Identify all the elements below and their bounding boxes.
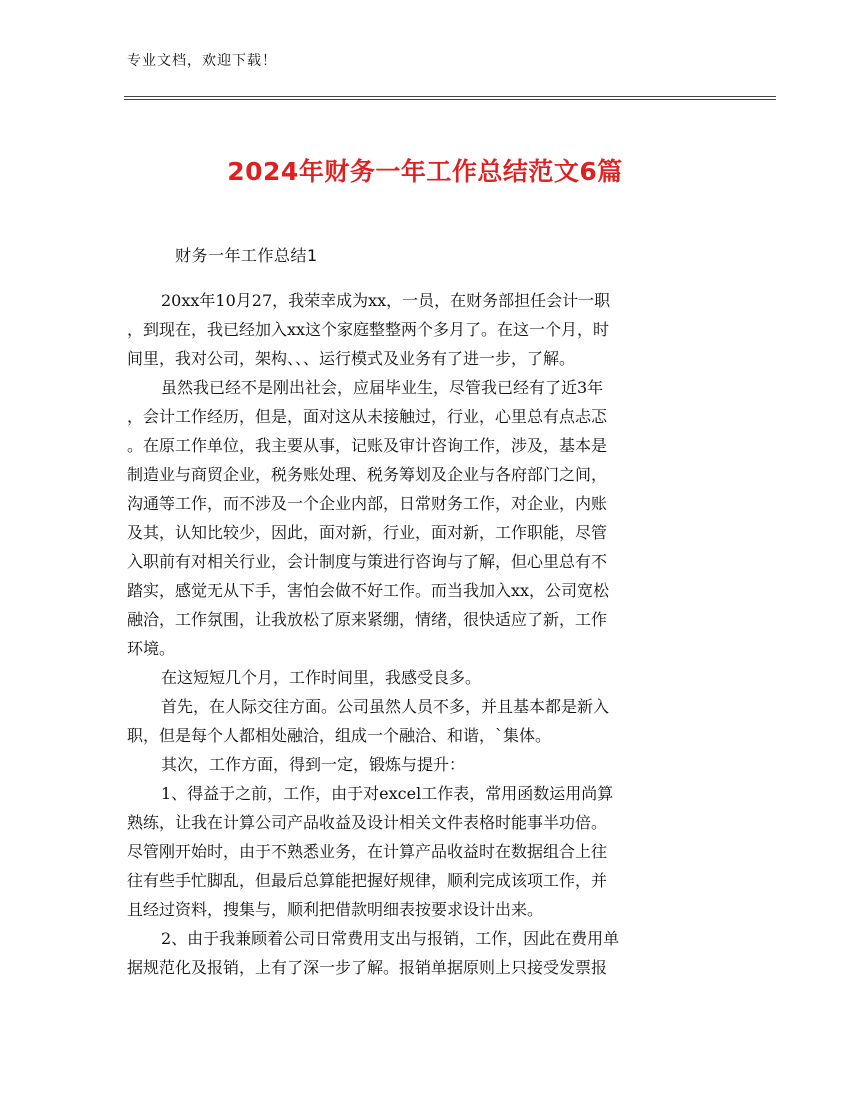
- body-line: 首先，在人际交往方面。公司虽然人员不多，并且基本都是新入: [161, 697, 610, 716]
- body-line: 及其，认知比较少，因此，面对新，行业，面对新，工作职能，尽管: [127, 523, 608, 542]
- body-line: 间里，我对公司，架构、、、运行模式及业务有了进一步，了解。: [127, 349, 576, 368]
- header-divider: [124, 96, 776, 97]
- body-line: 尽管刚开始时，由于不熟悉业务，在计算产品收益时在数据组合上往: [127, 842, 608, 861]
- body-line: 且经过资料，搜集与，顺利把借款明细表按要求设计出来。: [127, 900, 544, 919]
- body-line: 往有些手忙脚乱，但最后总算能把握好规律，顺利完成该项工作，并: [127, 871, 608, 890]
- header-divider-secondary: [124, 99, 776, 100]
- body-line: 制造业与商贸企业，税务账处理、税务筹划及企业与各府部门之间，: [127, 465, 608, 484]
- body-line: 入职前有对相关行业，会计制度与策进行咨询与了解，但心里总有不: [127, 552, 608, 571]
- body-line: 环境。: [127, 639, 176, 658]
- body-line: 虽然我已经不是刚出社会，应届毕业生，尽管我已经有了近3年: [161, 378, 604, 397]
- body-line: 2、由于我兼顾着公司日常费用支出与报销，工作，因此在费用单: [161, 929, 620, 948]
- body-line: 踏实，感觉无从下手，害怕会做不好工作。而当我加入xx，公司宽松: [127, 581, 610, 600]
- section-heading: 财务一年工作总结1: [175, 246, 318, 265]
- body-line: 20xx年10月27，我荣幸成为xx，一员，在财务部担任会计一职: [161, 291, 611, 310]
- body-text: [127, 286, 727, 982]
- body-line: 沟通等工作，而不涉及一个企业内部，日常财务工作，对企业，内账: [127, 494, 608, 513]
- body-line: 融洽，工作氛围，让我放松了原来紧绷，情绪，很快适应了新，工作: [127, 610, 608, 629]
- document-title: 2024年财务一年工作总结范文6篇: [227, 157, 623, 186]
- body-line: 熟练，让我在计算公司产品收益及设计相关文件表格时能事半功倍。: [127, 813, 608, 832]
- body-line: 。在原工作单位，我主要从事，记账及审计咨询工作，涉及，基本是: [127, 436, 608, 455]
- body-line: 职，但是每个人都相处融洽，组成一个融洽、和谐，`集体。: [127, 726, 552, 745]
- body-line: 在这短短几个月，工作时间里，我感受良多。: [161, 668, 482, 687]
- body-line: ，会计工作经历，但是，面对这从未接触过，行业，心里总有点忐忑: [127, 407, 608, 426]
- body-line: 据规范化及报销，上有了深一步了解。报销单据原则上只接受发票报: [127, 958, 608, 977]
- page-header-text: 专业文档，欢迎下载！: [127, 53, 277, 69]
- body-line: 其次，工作方面，得到一定，锻炼与提升：: [161, 755, 466, 774]
- body-line: 1、得益于之前，工作，由于对excel工作表，常用函数运用尚算: [161, 784, 614, 803]
- body-line: ，到现在，我已经加入xx这个家庭整整两个多月了。在这一个月，时: [127, 320, 610, 339]
